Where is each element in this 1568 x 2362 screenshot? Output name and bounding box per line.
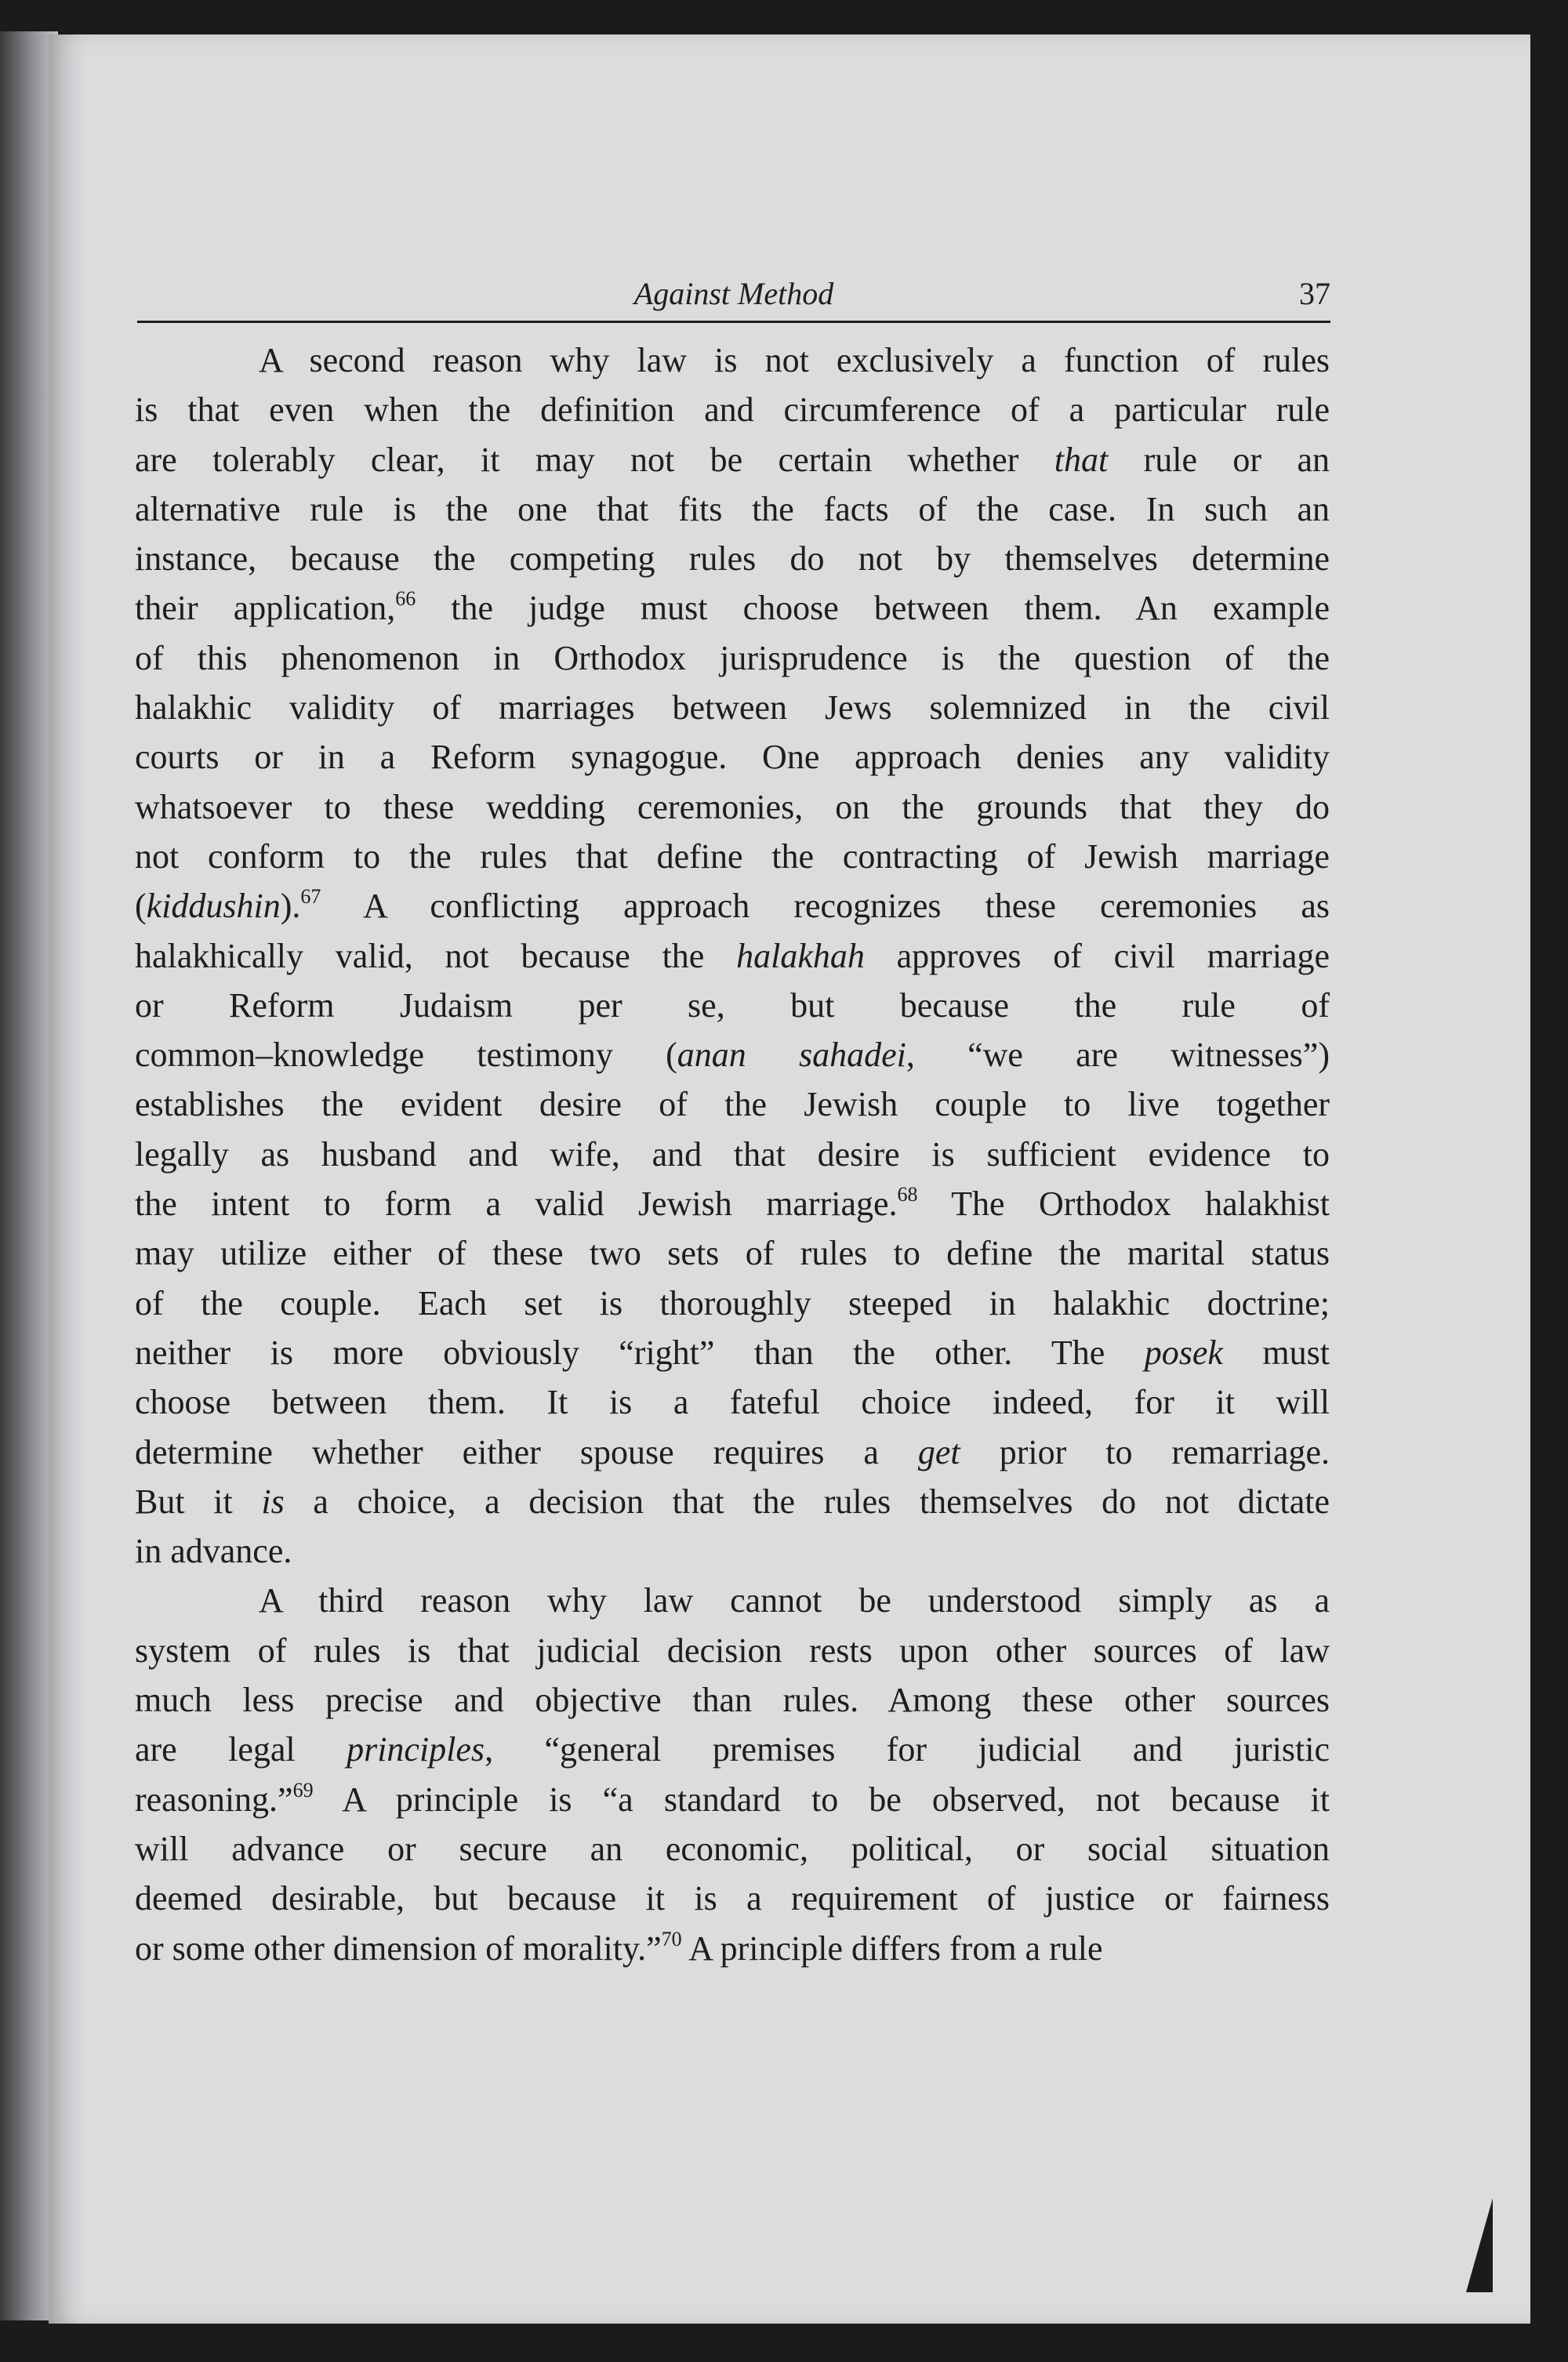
text-line (135, 1725, 1330, 1774)
text-run: instance, because the competing rules do not by themselves determine (135, 539, 1330, 579)
footnote-ref: 66 (395, 587, 416, 611)
italic-term: principles (347, 1730, 485, 1769)
text-line (135, 1377, 1330, 1427)
text-line (135, 1924, 1330, 1973)
text-line (135, 534, 1330, 583)
text-line (135, 1328, 1330, 1377)
text-run: must (1222, 1333, 1330, 1372)
text-line (135, 633, 1330, 683)
text-run: system of rules is that judicial decision rests upon other sources of law (135, 1631, 1330, 1670)
text-run: , “we are witnesses”) (906, 1036, 1330, 1075)
text-run: neither is more obviously “right” than the other. The (135, 1333, 1145, 1372)
text-run: A principle is “a standard to be observed, not because it (313, 1780, 1330, 1819)
footnote-ref: 67 (300, 885, 321, 909)
italic-term: that (1054, 440, 1109, 479)
footnote-ref: 70 (661, 1927, 682, 1950)
text-run: A second reason why law is not exclusively a function of rules (259, 341, 1330, 379)
text-run: halakhic validity of marriages between Jews solemnized in the civil (135, 688, 1330, 727)
text-run: or some other dimension of morality.” (135, 1928, 662, 1968)
text-run: whatsoever to these wedding ceremonies, on the grounds that they do (135, 787, 1330, 826)
text-run: establishes the evident desire of the Jewish couple to live together (135, 1085, 1330, 1124)
text-line (135, 1030, 1330, 1079)
running-head: Against Method (633, 276, 834, 311)
text-line (135, 832, 1330, 881)
text-line (135, 1079, 1330, 1129)
text-run: rule or an (1108, 440, 1330, 479)
text-line (135, 1179, 1330, 1228)
text-line (135, 1130, 1330, 1179)
italic-term: anan sahadei (677, 1036, 906, 1075)
text-line (135, 484, 1330, 534)
text-run: their application, (135, 589, 396, 628)
text-line (135, 435, 1330, 484)
text-line (135, 881, 1330, 931)
text-run: the judge must choose between them. An example (416, 589, 1330, 628)
footnote-ref: 68 (897, 1183, 918, 1206)
text-run: may utilize either of these two sets of rules to define the marital status (135, 1234, 1330, 1273)
text-run: will advance or secure an economic, political, or social situation (135, 1829, 1330, 1868)
text-run: the intent to form a valid Jewish marriage. (135, 1185, 898, 1224)
text-line (135, 1477, 1330, 1526)
text-line (135, 931, 1330, 981)
text-run: common–knowledge testimony ( (135, 1036, 677, 1075)
text-run: A third reason why law cannot be understood simply as a (259, 1581, 1330, 1620)
text-run: ). (280, 887, 301, 926)
text-line (135, 336, 1330, 385)
page-corner (1466, 2198, 1493, 2292)
text-run: much less precise and objective than rules. Among these other sources (135, 1681, 1330, 1720)
text-run: The Orthodox halakhist (917, 1185, 1330, 1224)
paragraph (135, 336, 1330, 1576)
text-run: choose between them. It is a fateful choice indeed, for it will (135, 1383, 1330, 1422)
text-run: reasoning.” (135, 1780, 293, 1819)
text-line (135, 1526, 1330, 1576)
text-run: But it (135, 1482, 262, 1521)
italic-term: kiddushin (146, 887, 281, 926)
text-run: approves of civil marriage (864, 936, 1330, 975)
body-text (135, 336, 1330, 1973)
text-run: prior to remarriage. (960, 1432, 1330, 1471)
text-run: determine whether either spouse requires a (135, 1432, 918, 1471)
text-run: deemed desirable, but because it is a requirement of justice or fairness (135, 1879, 1330, 1918)
text-run: A conflicting approach recognizes these ceremonies as (321, 887, 1330, 926)
italic-term: is (261, 1482, 285, 1521)
paragraph (135, 1576, 1330, 1972)
text-line (135, 981, 1330, 1030)
text-line (135, 1675, 1330, 1725)
text-run: halakhically valid, not because the (135, 936, 737, 975)
text-line (135, 782, 1330, 832)
text-run: ( (135, 887, 147, 926)
text-run: , “general premises for judicial and juristic (485, 1730, 1330, 1769)
text-run: courts or in a Reform synagogue. One approach denies any validity (135, 738, 1330, 777)
text-run: not conform to the rules that define the contracting of Jewish marriage (135, 836, 1330, 876)
text-run: of this phenomenon in Orthodox jurisprudence is the question of the (135, 638, 1330, 677)
text-run: A principle differs from a rule (681, 1928, 1103, 1968)
text-line (135, 1428, 1330, 1477)
italic-term: halakhah (736, 936, 865, 975)
text-line (135, 1279, 1330, 1328)
footnote-ref: 69 (292, 1778, 314, 1801)
text-line (135, 732, 1330, 782)
text-line (135, 583, 1330, 633)
page-header (137, 270, 1330, 323)
text-line (135, 1228, 1330, 1278)
text-line (135, 1775, 1330, 1824)
text-run: or Reform Judaism per se, but because the rule of (135, 985, 1330, 1025)
text-line (135, 1824, 1330, 1874)
text-line (135, 683, 1330, 732)
text-run: a choice, a decision that the rules themselves do not dictate (284, 1482, 1330, 1521)
text-line (135, 385, 1330, 434)
text-run: are tolerably clear, it may not be certain whether (135, 440, 1054, 479)
page-number: 37 (1299, 276, 1330, 311)
text-run: legally as husband and wife, and that desire is sufficient evidence to (135, 1134, 1330, 1174)
text-run: alternative rule is the one that fits the facts of the case. In such an (135, 489, 1330, 528)
text-run: is that even when the definition and circumference of a particular rule (135, 390, 1330, 430)
text-run: in advance. (135, 1532, 292, 1571)
text-line (135, 1576, 1330, 1625)
text-line (135, 1874, 1330, 1923)
text-line (135, 1626, 1330, 1675)
text-run: are legal (135, 1730, 347, 1769)
italic-term: get (917, 1432, 960, 1471)
text-run: of the couple. Each set is thoroughly steeped in halakhic doctrine; (135, 1283, 1330, 1323)
italic-term: posek (1144, 1333, 1223, 1372)
